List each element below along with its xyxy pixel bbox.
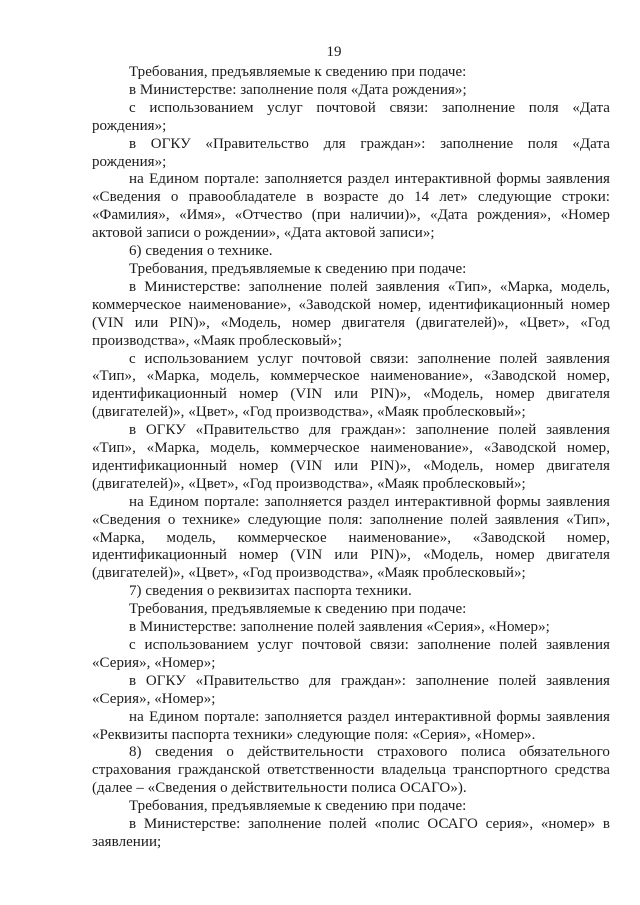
page-number: 19 [326,44,342,60]
section-heading: 8) сведения о действительности страхового полиса обязательного страхования гражданской ответственности владельца транспортного средства (далее – «Сведения о действительности полиса ОСАГО»). [92,744,610,797]
paragraph: на Едином портале: заполняется раздел интерактивной формы заявления «Реквизиты паспорта техники» следующие поля: «Серия», «Номер». [92,708,610,743]
document-body [92,0,610,852]
paragraph: Требования, предъявляемые к сведению при подаче: [129,601,467,618]
paragraph: в ОГКУ «Правительство для граждан»: заполнение поля «Дата рождения»; [92,135,610,170]
paragraph: в ОГКУ «Правительство для граждан»: заполнение полей заявления «Серия», «Номер»; [92,672,610,707]
paragraph: в Министерстве: заполнение поля «Дата рождения»; [129,81,467,98]
paragraph: в Министерстве: заполнение полей заявления «Серия», «Номер»; [129,619,550,636]
paragraph: на Едином портале: заполняется раздел интерактивной формы заявления «Сведения о правообладателе в возрасте до 14 лет» следующие строки: «Фамилия», «Имя», «Отчество (при наличии)», «Дата рождения», «Номер актовой записи о рождении», «Дата актовой записи»; [92,171,610,242]
section-heading: 6) сведения о технике. [129,243,273,260]
paragraph: на Едином портале: заполняется раздел интерактивной формы заявления «Сведения о технике» следующие поля: заполнение полей заявления «Тип», «Марка, модель, коммерческое наименование», «Заводской номер, идентификационный номер (VIN или PIN)», «Модель, номер двигателя (двигателей)», «Цвет», «Год производства», «Маяк проблесковый»; [92,493,610,582]
paragraph: с использованием услуг почтовой связи: заполнение поля «Дата рождения»; [92,99,610,134]
paragraph: Требования, предъявляемые к сведению при подаче: [129,64,467,80]
paragraph: с использованием услуг почтовой связи: заполнение полей заявления «Серия», «Номер»; [92,637,610,671]
paragraph: Требования, предъявляемые к сведению при подаче: [129,798,467,815]
section-heading: 7) сведения о реквизитах паспорта техники. [129,583,412,600]
paragraph: в ОГКУ «Правительство для граждан»: заполнение полей заявления «Тип», «Марка, модель, коммерческое наименование», «Заводской номер, идентификационный номер (VIN или PIN)», «Модель, номер двигателя (двигателей)», «Цвет», «Год производства», «Маяк проблесковый»; [92,422,610,492]
paragraph: Требования, предъявляемые к сведению при подаче: [129,260,467,277]
paragraph: с использованием услуг почтовой связи: заполнение полей заявления «Тип», «Марка, модель, коммерческое наименование», «Заводской номер, идентификационный номер (VIN или PIN)», «Модель, номер двигателя (двигателей)», «Цвет», «Год производства», «Маяк проблесковый»; [92,350,610,421]
paragraph: в Министерстве: заполнение полей заявления «Тип», «Марка, модель, коммерческое наименование», «Заводской номер, идентификационный номер (VIN или PIN)», «Модель, номер двигателя (двигателей)», «Цвет», «Год производства», «Маяк проблесковый»; [92,278,610,349]
paragraph: в Министерстве: заполнение полей «полис ОСАГО серия», «номер» в заявлении; [92,816,610,850]
